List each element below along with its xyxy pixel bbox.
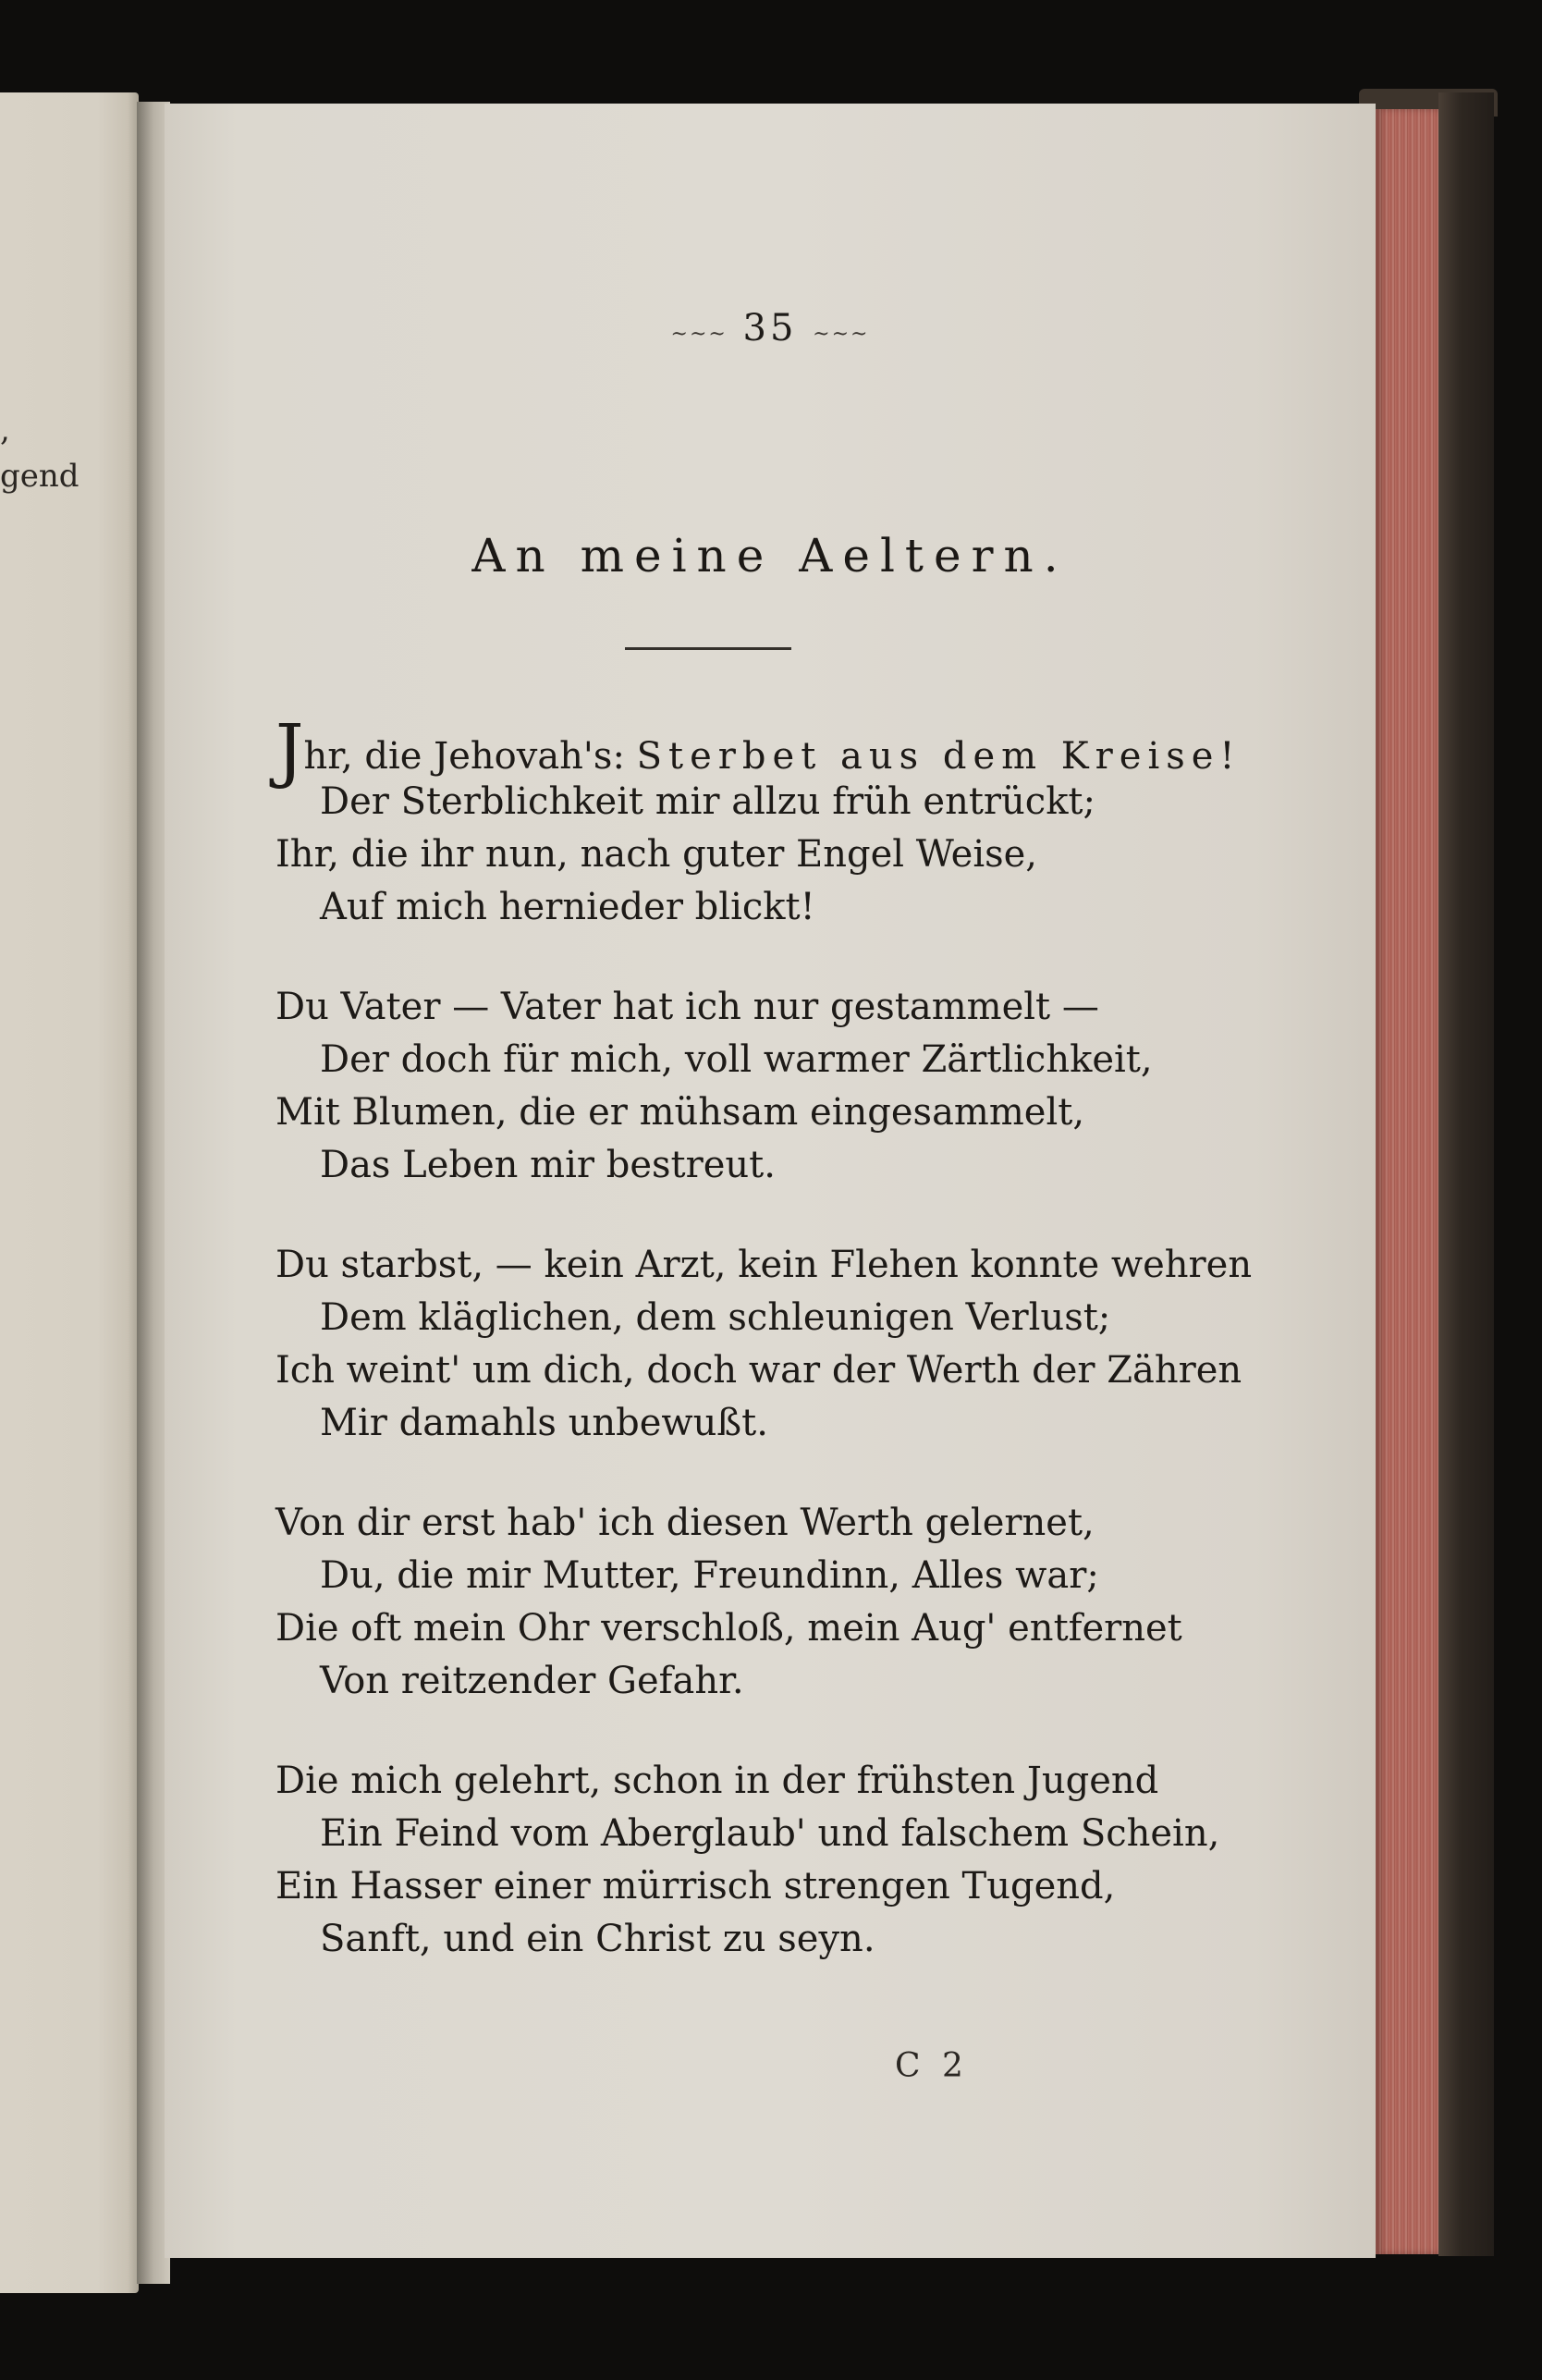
stanza (275, 1239, 1329, 1450)
header-ornament-left: ~~~ (670, 323, 728, 346)
verse-text-spaced: Sterbet aus dem Kreise! (636, 735, 1242, 778)
title-rule (625, 647, 791, 650)
left-facing-page (0, 92, 139, 2293)
left-page-fragment: , (0, 411, 10, 448)
header-ornament-right: ~~~ (813, 323, 870, 346)
poem-body (275, 708, 1329, 2013)
stanza (275, 1755, 1329, 1966)
verse-line: Mir damahls unbewußt. (320, 1402, 768, 1444)
right-page (165, 104, 1376, 2258)
stanza (275, 981, 1329, 1192)
verse-text: hr, die Jehovah's: (303, 735, 637, 778)
drop-cap: J (275, 708, 304, 791)
verse-line: Von dir erst hab' ich diesen Werth gelernet, (275, 1502, 1095, 1544)
verse-line: Von reitzender Gefahr. (320, 1660, 744, 1702)
verse-line: Ihr, die ihr nun, nach guter Engel Weise, (275, 833, 1038, 876)
verse-line: Die mich gelehrt, schon in der frühsten Jugend (275, 1760, 1159, 1802)
verse-line: Dem kläglichen, dem schleunigen Verlust; (320, 1296, 1111, 1339)
verse-line: Du starbst, — kein Arzt, kein Flehen konnte wehren (275, 1244, 1253, 1286)
verse-line: Der doch für mich, voll warmer Zärtlichkeit, (320, 1038, 1153, 1081)
printer-signature-mark: C 2 (895, 2047, 969, 2085)
verse-line: Das Leben mir bestreut. (320, 1144, 776, 1186)
page-number: 35 (742, 307, 798, 350)
verse-line (275, 708, 1329, 791)
verse-line: Die oft mein Ohr verschloß, mein Aug' entfernet (275, 1607, 1182, 1650)
verse-line: Der Sterblichkeit mir allzu früh entrückt; (320, 780, 1095, 823)
page-header (165, 307, 1376, 350)
verse-line: Sanft, und ein Christ zu seyn. (320, 1918, 875, 1960)
stanza (275, 708, 1329, 934)
verse-line: Mit Blumen, die er mühsam eingesammelt, (275, 1091, 1085, 1134)
left-page-fragment: gend (0, 458, 80, 495)
poem-title: An meine Aeltern. (471, 529, 1069, 583)
verse-line: Du, die mir Mutter, Freundinn, Alles war; (320, 1554, 1099, 1597)
page-edges (1376, 109, 1440, 2254)
verse-line: Ein Feind vom Aberglaub' und falschem Schein, (320, 1812, 1220, 1855)
book-cover (1438, 92, 1494, 2256)
verse-line: Du Vater — Vater hat ich nur gestammelt — (275, 986, 1099, 1028)
stanza (275, 1497, 1329, 1708)
verse-line: Auf mich hernieder blickt! (320, 886, 815, 928)
verse-line: Ein Hasser einer mürrisch strengen Tugend, (275, 1865, 1116, 1908)
verse-line: Ich weint' um dich, doch war der Werth der Zähren (275, 1349, 1242, 1392)
